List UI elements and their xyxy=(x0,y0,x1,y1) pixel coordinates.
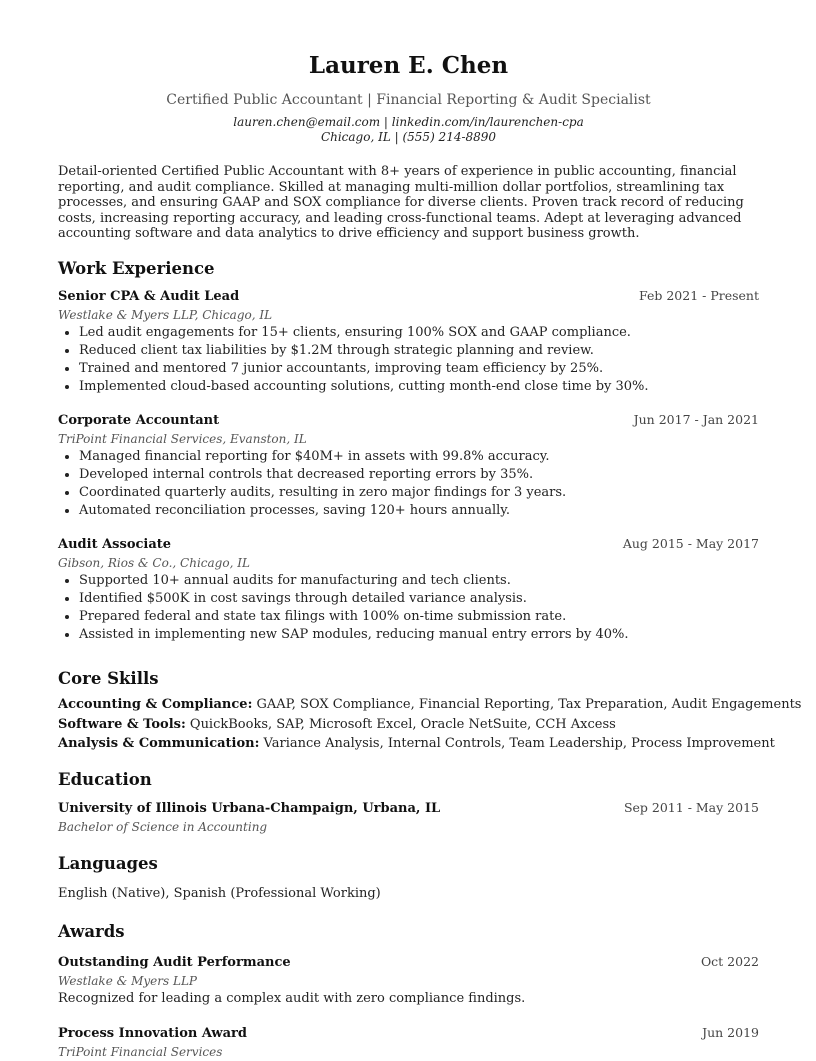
skill-category-values: GAAP, SOX Compliance, Financial Reporting, Tax Preparation, Audit Engagements xyxy=(256,697,802,712)
section-title-work-experience: Work Experience xyxy=(58,259,215,278)
contact-line-email-linkedin: lauren.chen@email.com | linkedin.com/in/laurenchen-cpa xyxy=(233,115,584,129)
award-date: Jun 2019 xyxy=(702,1025,759,1040)
job-bullet: • Identified $500K in cost savings through detailed variance analysis. xyxy=(79,590,759,608)
skill-line xyxy=(58,734,775,754)
job-bullet: • Led audit engagements for 15+ clients, ensuring 100% SOX and GAAP compliance. xyxy=(79,324,759,342)
candidate-name: Lauren E. Chen xyxy=(308,52,509,79)
awards-section xyxy=(58,922,759,1061)
job-bullet: • Trained and mentored 7 junior accountants, improving team efficiency by 25%. xyxy=(79,360,759,378)
job-bullet: • Coordinated quarterly audits, resulting in zero major findings for 3 years. xyxy=(79,484,759,502)
skill-category-label: Software & Tools: xyxy=(58,716,186,732)
job-bullet: • Managed financial reporting for $40M+ in assets with 99.8% accuracy. xyxy=(79,448,759,466)
job-employer: Gibson, Rios & Co., Chicago, IL xyxy=(58,556,250,570)
skill-line xyxy=(58,695,802,715)
job-bullet: • Reduced client tax liabilities by $1.2M through strategic planning and review. xyxy=(79,342,759,360)
skill-category-label: Accounting & Compliance: xyxy=(58,697,253,712)
candidate-headline: Certified Public Accountant | Financial Reporting & Audit Specialist xyxy=(166,92,651,108)
skill-category-values: QuickBooks, SAP, Microsoft Excel, Oracle NetSuite, CCH Axcess xyxy=(189,716,616,732)
job-employer: Westlake & Myers LLP, Chicago, IL xyxy=(58,308,273,322)
job-dates: Jun 2017 - Jan 2021 xyxy=(633,412,759,427)
job-employer: TriPoint Financial Services, Evanston, IL xyxy=(58,432,307,446)
job-title: Audit Associate xyxy=(58,537,172,552)
job-title: Corporate Accountant xyxy=(58,413,220,428)
languages-text: English (Native), Spanish (Professional Working) xyxy=(58,886,381,901)
education-entry xyxy=(58,799,759,836)
job-bullet: • Automated reconciliation processes, saving 120+ hours annually. xyxy=(79,502,759,520)
skill-line xyxy=(58,715,759,735)
job-bullets xyxy=(58,572,759,644)
award-date: Oct 2022 xyxy=(700,954,759,969)
education-section xyxy=(58,770,759,836)
award-description: Recognized for leading a complex audit with zero compliance findings. xyxy=(58,991,526,1006)
job-bullet: • Implemented cloud-based accounting solutions, cutting month-end close time by 30%. xyxy=(79,378,759,396)
section-title-core-skills: Core Skills xyxy=(58,669,159,688)
section-title-education: Education xyxy=(58,770,152,789)
job-bullets xyxy=(58,324,759,396)
resume-page xyxy=(58,52,802,1059)
education-dates: Sep 2011 - May 2015 xyxy=(623,800,759,815)
contact-line-location-phone: Chicago, IL | (555) 214-8890 xyxy=(320,130,497,144)
job-dates: Aug 2015 - May 2017 xyxy=(622,536,759,551)
skill-category-label: Analysis & Communication: xyxy=(58,736,260,751)
section-title-languages: Languages xyxy=(58,854,158,873)
job-entry xyxy=(58,287,759,396)
job-title: Senior CPA & Audit Lead xyxy=(58,289,240,304)
job-entry xyxy=(58,411,759,520)
job-bullets xyxy=(58,448,759,520)
job-bullet: • Supported 10+ annual audits for manufacturing and tech clients. xyxy=(79,572,759,590)
languages-section xyxy=(58,854,759,902)
award-title: Outstanding Audit Performance xyxy=(58,955,291,970)
degree-name: Bachelor of Science in Accounting xyxy=(58,820,268,834)
job-entry xyxy=(58,535,759,644)
award-organization: TriPoint Financial Services xyxy=(58,1045,223,1059)
job-bullet: • Developed internal controls that decreased reporting errors by 35%. xyxy=(79,466,759,484)
job-bullet: • Prepared federal and state tax filings with 100% on-time submission rate. xyxy=(79,608,759,626)
work-experience-section xyxy=(58,259,759,644)
award-entry xyxy=(58,953,759,1007)
school-name: University of Illinois Urbana-Champaign, Urbana, IL xyxy=(58,801,441,816)
award-entry xyxy=(58,1024,759,1061)
section-title-awards: Awards xyxy=(58,922,125,941)
job-dates: Feb 2021 - Present xyxy=(638,288,759,303)
job-bullet: • Assisted in implementing new SAP modules, reducing manual entry errors by 40%. xyxy=(79,626,759,644)
professional-summary: Detail-oriented Certified Public Accountant with 8+ years of experience in public accounting, financial reporting, and audit compliance. Skilled at managing multi-million dollar portfolios, streamlining tax processes, and ensuring GAAP and SOX compliance for diverse clients. Proven track record of reducing costs, increasing reporting accuracy, and leading cross-functional teams. Adept at leveraging advanced accounting software and data analytics to drive efficiency and support business growth. xyxy=(58,164,744,242)
award-title: Process Innovation Award xyxy=(58,1026,247,1041)
skill-category-values: Variance Analysis, Internal Controls, Team Leadership, Process Improvement xyxy=(263,736,775,751)
award-organization: Westlake & Myers LLP xyxy=(58,974,198,988)
core-skills-section xyxy=(58,669,802,754)
